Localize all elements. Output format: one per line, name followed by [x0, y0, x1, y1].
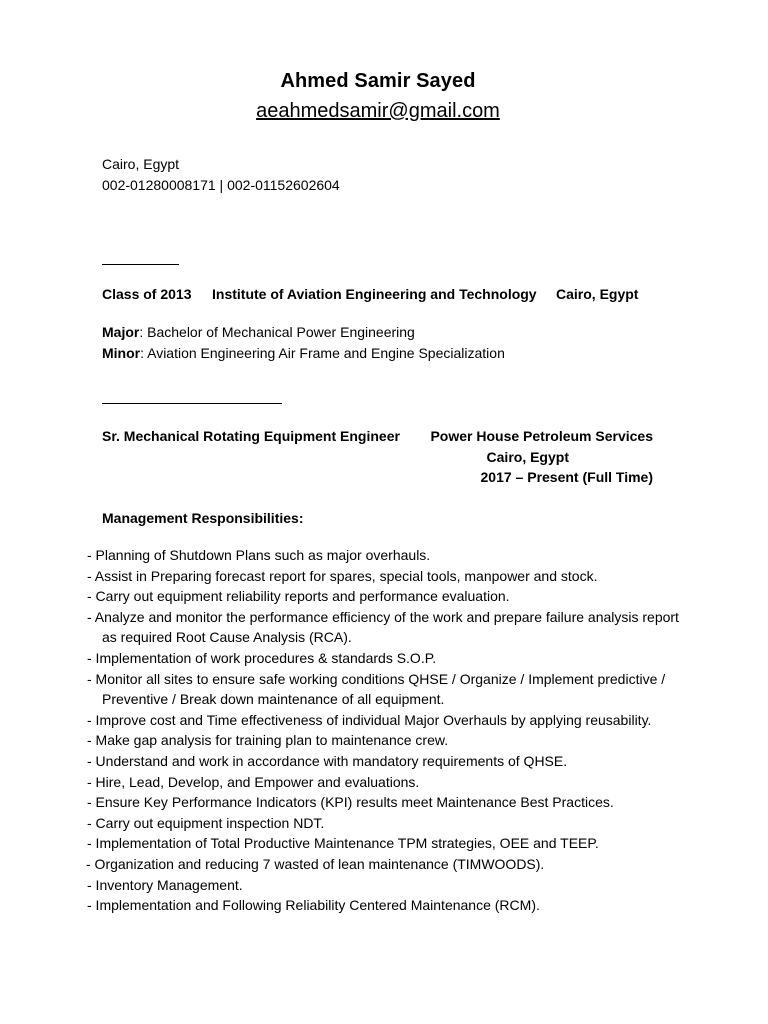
list-item: - Organization and reducing 7 wasted of lean maintenance (TIMWOODS).: [86, 855, 545, 872]
list-item: - Make gap analysis for training plan to maintenance crew.: [87, 732, 449, 749]
responsibilities-list: [87, 545, 687, 916]
list-item: - Carry out equipment inspection NDT.: [87, 814, 325, 831]
list-item: - Inventory Management.: [87, 876, 243, 893]
minor-line: [102, 345, 505, 361]
major-label: Major: [102, 324, 140, 340]
list-item: - Hire, Lead, Develop, and Empower and evaluations.: [87, 773, 420, 790]
list-item: - Analyze and monitor the performance efficiency of the work and prepare failure analysis report as required Root Cause Analysis (RCA).: [87, 608, 679, 646]
list-item: - Monitor all sites to ensure safe working conditions QHSE / Organize / Implement predictive / Preventive / Break down maintenance of all equipment.: [87, 670, 666, 708]
job-title: Sr. Mechanical Rotating Equipment Engineer: [102, 428, 400, 444]
education-institute: Institute of Aviation Engineering and Technology: [212, 286, 537, 302]
job-city: Cairo, Egypt: [486, 449, 569, 465]
list-item: - Assist in Preparing forecast report for spares, special tools, manpower and stock.: [87, 567, 598, 584]
list-item: - Implementation of Total Productive Maintenance TPM strategies, OEE and TEEP.: [87, 835, 599, 852]
candidate-name: Ahmed Samir Sayed: [280, 70, 476, 92]
education-class: Class of 2013: [102, 286, 192, 302]
minor-label: Minor: [102, 345, 141, 361]
list-item: - Implementation of work procedures & standards S.O.P.: [87, 649, 437, 666]
phone-numbers: 002-01280008171 | 002-01152602604: [102, 177, 340, 193]
list-item: - Ensure Key Performance Indicators (KPI) results meet Maintenance Best Practices.: [87, 794, 614, 811]
education-divider: [102, 264, 179, 265]
minor-value: : Aviation Engineering Air Frame and Engine Specialization: [140, 345, 505, 361]
company-name: Power House Petroleum Services: [430, 428, 653, 444]
list-item: - Understand and work in accordance with mandatory requirements of QHSE.: [87, 752, 568, 769]
major-line: [102, 324, 415, 340]
job-period: 2017 – Present (Full Time): [480, 469, 653, 485]
major-value: : Bachelor of Mechanical Power Engineering: [139, 324, 415, 340]
list-item: - Carry out equipment reliability reports and performance evaluation.: [87, 588, 510, 605]
education-city: Cairo, Egypt: [556, 286, 639, 302]
list-item: - Planning of Shutdown Plans such as major overhauls.: [87, 547, 431, 563]
responsibilities-heading: Management Responsibilities:: [102, 510, 304, 526]
location-text: Cairo, Egypt: [102, 156, 180, 172]
email-link[interactable]: aeahmedsamir@gmail.com: [256, 100, 500, 122]
experience-divider: [102, 403, 282, 404]
list-item: - Implementation and Following Reliability Centered Maintenance (RCM).: [87, 897, 540, 914]
list-item: - Improve cost and Time effectiveness of individual Major Overhauls by applying reusability.: [87, 711, 652, 728]
